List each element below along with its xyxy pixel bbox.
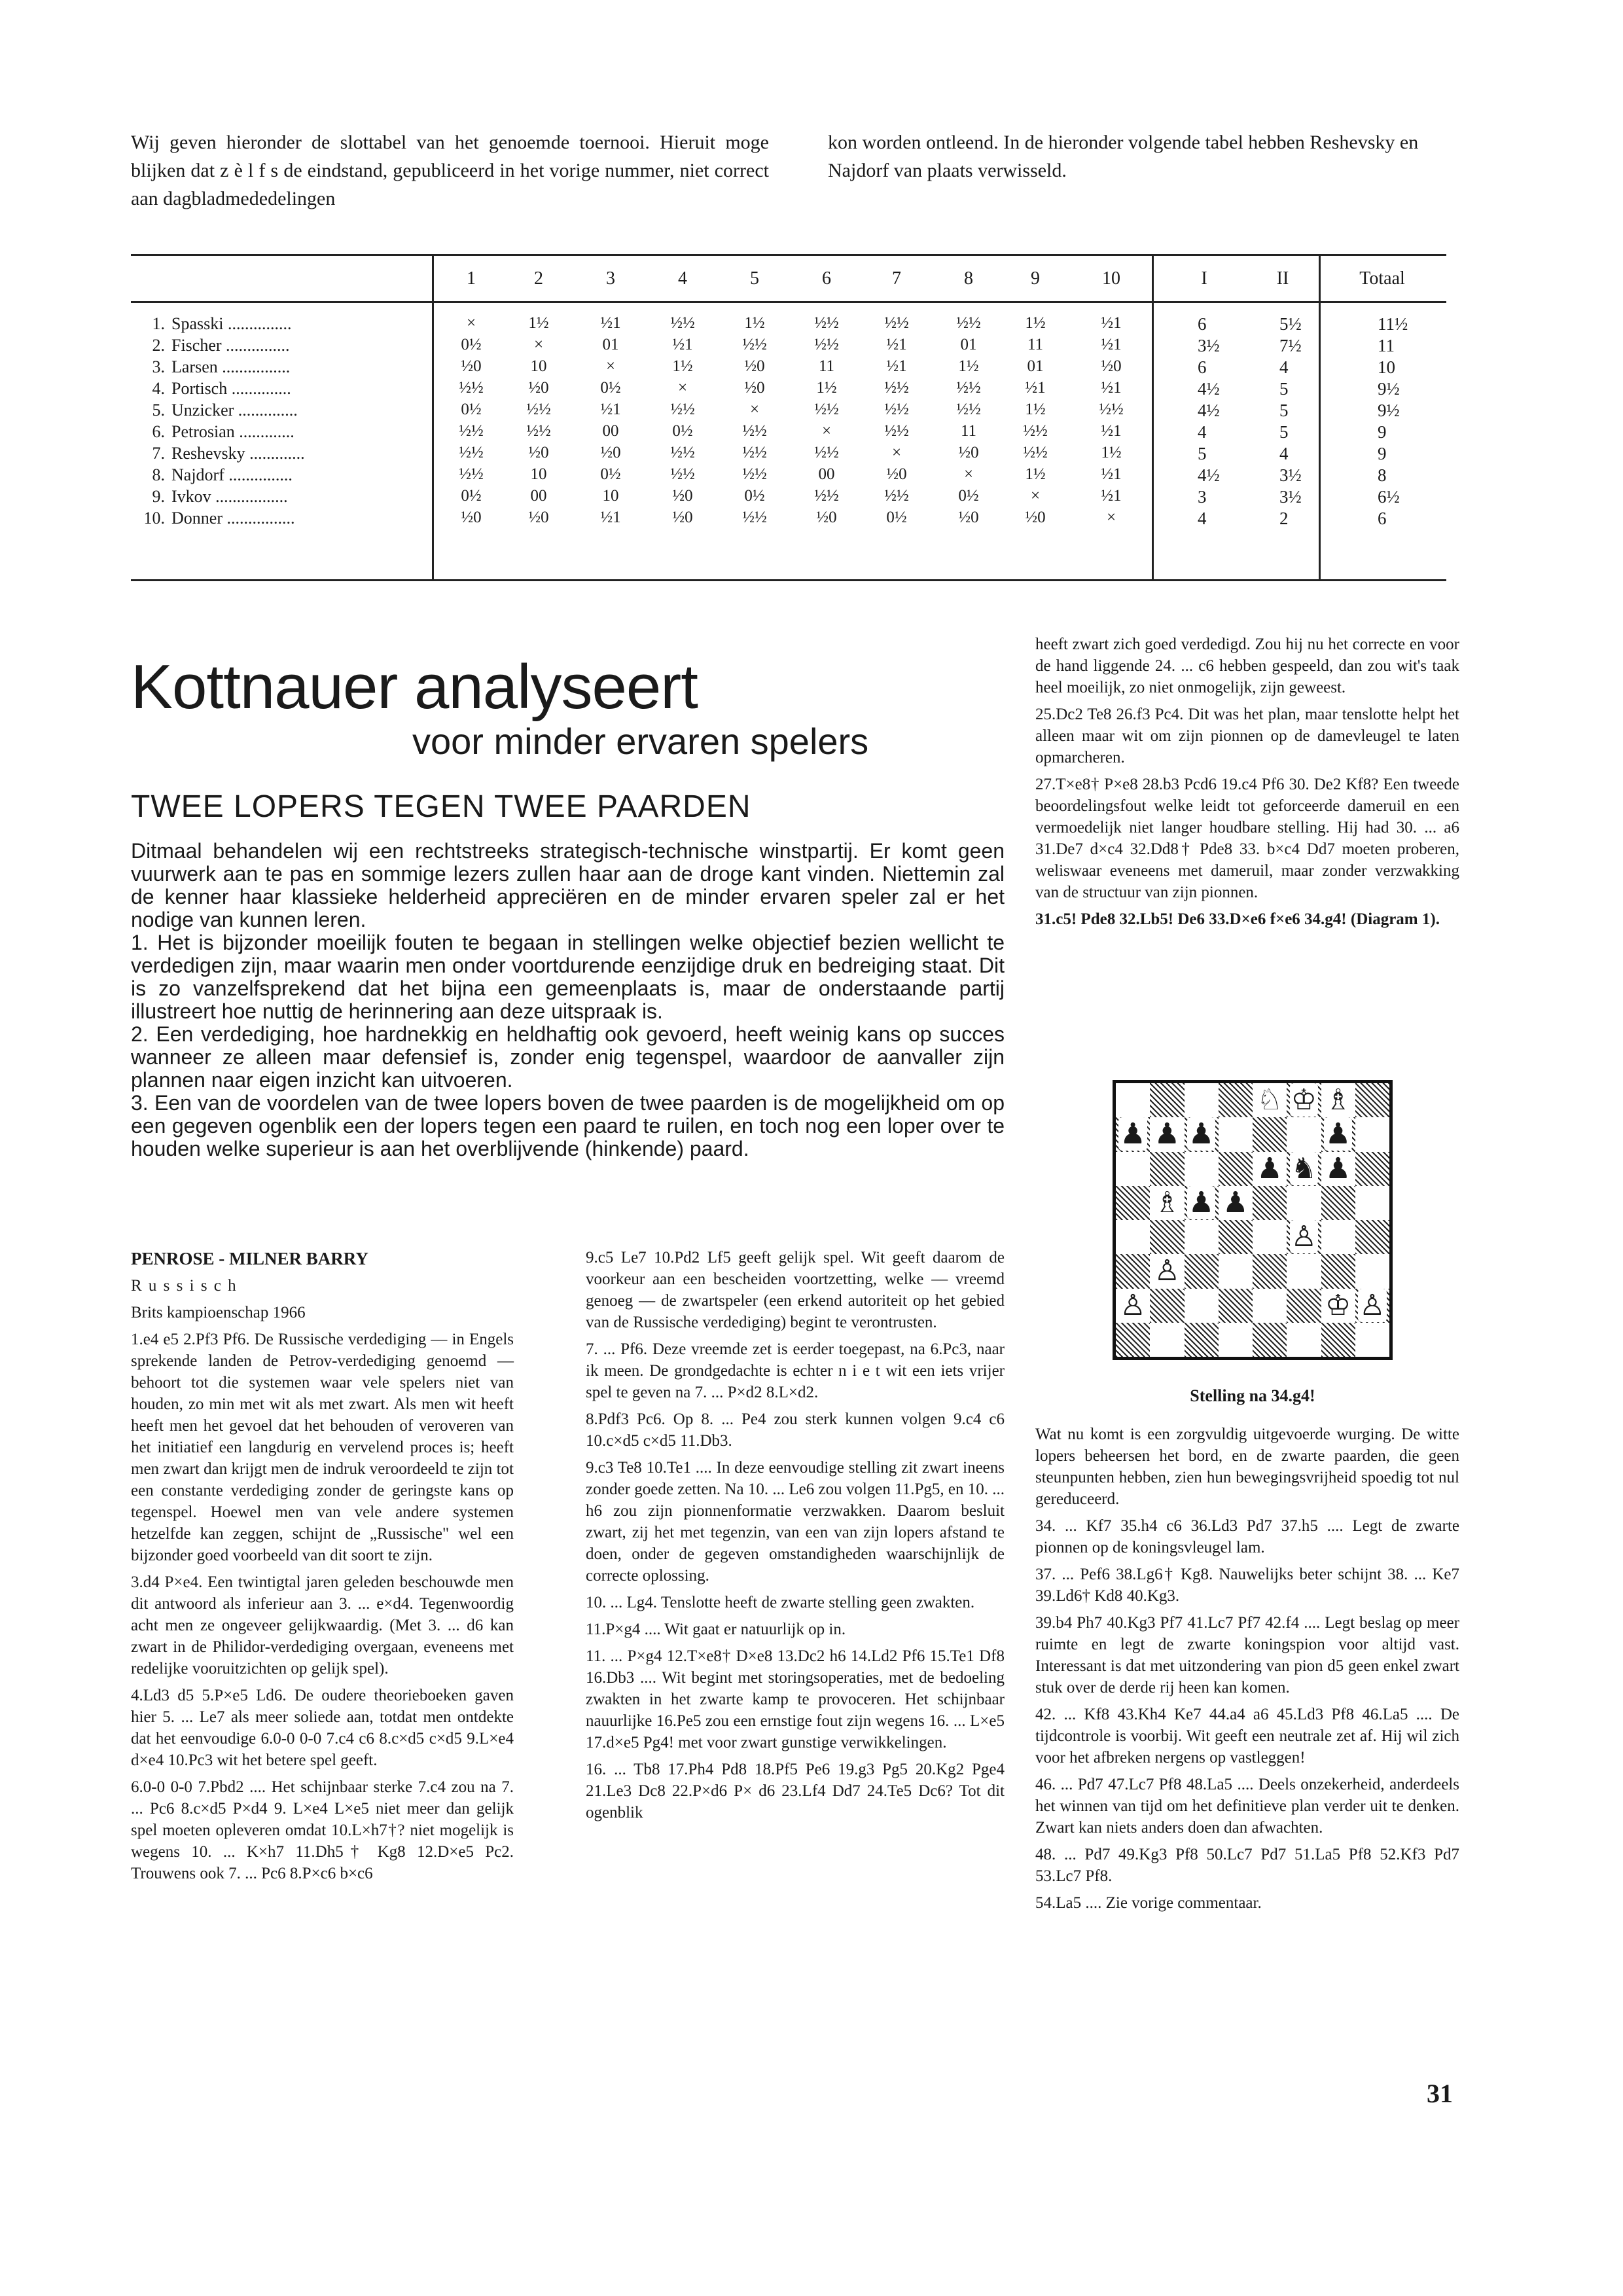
table-cell: 0½ [600, 379, 621, 397]
table-cell: ½½ [1099, 401, 1124, 418]
table-cell: ½0 [1025, 509, 1046, 526]
table-cell: ½1 [1025, 379, 1046, 397]
board-square [1287, 1289, 1321, 1323]
board-square [1219, 1152, 1253, 1186]
annotation: 46. ... Pd7 47.Lc7 Pf8 48.La5 .... Deels onzekerheid, anderdeels het winnen van tijd om het definitieve plan verder uit te denken. Zwart kan niets anders doen dan afwachten. [1035, 1776, 1459, 1837]
board-square [1150, 1152, 1184, 1186]
player-name: 3. Larsen ................ [152, 357, 291, 376]
board-square [1150, 1323, 1184, 1357]
section-heading: TWEE LOPERS TEGEN TWEE PAARDEN [131, 789, 751, 824]
table-cell: ½½ [814, 487, 839, 505]
chess-piece: ♔ [1291, 1083, 1317, 1117]
table-cell: 0½ [744, 487, 765, 505]
chess-piece: ♙ [1154, 1254, 1181, 1288]
table-cell: ½½ [956, 314, 981, 332]
table-cell: 1½ [672, 357, 693, 375]
event-name: Brits kampioenschap 1966 [131, 1304, 306, 1321]
table-cell: ½0 [528, 379, 549, 397]
annotation: 54.La5 .... Zie vorige commentaar. [1035, 1894, 1262, 1912]
lead-paragraph: 3. Een van de voordelen van de twee lopers boven de twee paarden is de mogelijkheid om op een gegeven ogenblik een der lopers tegen een paard te ruilen, en toch nog een loper over te houden welke superieur is aan het overblijvende (hinkende) paard. [131, 1091, 1005, 1160]
table-cell: 0½ [461, 487, 482, 505]
chess-piece: ♟ [1188, 1185, 1215, 1219]
opening-name: R u s s i s c h [131, 1277, 238, 1295]
table-cell: × [605, 357, 616, 375]
column-1 [131, 1248, 514, 1890]
table-cell: ½½ [814, 401, 839, 418]
score-half-1: 4 [1198, 422, 1207, 442]
board-square [1253, 1323, 1287, 1357]
table-header-cell: 9 [1031, 268, 1040, 289]
table-cell: 10 [530, 465, 547, 483]
table-header-cell: 7 [892, 268, 901, 289]
table-header-cell: 1 [467, 268, 476, 289]
board-square [1185, 1289, 1219, 1323]
table-cell: ½0 [816, 509, 837, 526]
board-square [1219, 1117, 1253, 1151]
table-cell: 11 [960, 422, 977, 440]
board-square [1185, 1254, 1219, 1288]
table-cell: ½0 [461, 509, 482, 526]
board-square [1287, 1254, 1321, 1288]
score-total: 11½ [1378, 314, 1408, 334]
board-square [1253, 1117, 1287, 1151]
table-cell: ½0 [600, 444, 621, 461]
table-cell: 01 [960, 336, 977, 353]
table-header-cell: 3 [606, 268, 615, 289]
table-cell: 0½ [958, 487, 979, 505]
table-cell: ½½ [459, 422, 484, 440]
score-half-2: 5 [1279, 379, 1289, 399]
table-cell: ½½ [459, 444, 484, 461]
table-cell: ½1 [672, 336, 693, 353]
lead-paragraph: 1. Het is bijzonder moeilijk fouten te begaan in stellingen welke objectief bezien wellicht te verdedigen zijn, maar waarin men onder voortdurende eenzijdige druk en bedreiging staat. Dit is zo vanzelfsprekend dat het bijna een gemeenplaats is, maar de onderstaande partij illustreert hoe nuttig de herinnering aan deze uitspraak is. [131, 931, 1005, 1023]
annotation: 34. ... Kf7 35.h4 c6 36.Ld3 Pd7 37.h5 .... Legt de zwarte pionnen op de koningsvleugel lam. [1035, 1517, 1459, 1556]
annotation: 4.Ld3 d5 5.P×e5 Ld6. De oudere theorieboeken gaven hier 5. ... Le7 als meer soliede aan, totdat men ontdekte dat het eenvoudige 6.0-0 0-0 7.c4 c6 8.c×d5 c×d5 9.L×e4 d×e4 10.Pc3 wit het betere spel geeft. [131, 1687, 514, 1769]
annotation: 39.b4 Ph7 40.Kg3 Pf7 41.Lc7 Pf7 42.f4 .... Legt beslag op meer ruimte en legt de zwarte koningspion voor altijd vast. Interessant is dat met uitzondering van pion d5 geen enkel zwart stuk over de derde rij heen kan komen. [1035, 1614, 1459, 1696]
table-cell: ½½ [670, 444, 695, 461]
table-cell: ½½ [459, 465, 484, 483]
annotation: 11.P×g4 .... Wit gaat er natuurlijk op in. [586, 1621, 846, 1638]
table-cell: ½0 [744, 379, 765, 397]
chess-piece: ♟ [1325, 1117, 1351, 1151]
score-half-1: 4 [1198, 509, 1207, 528]
table-cell: × [963, 465, 974, 483]
table-cell: × [891, 444, 902, 461]
board-square [1150, 1289, 1184, 1323]
score-half-2: 3½ [1279, 465, 1302, 485]
table-cell: 00 [602, 422, 619, 440]
table-header-cell: II [1276, 268, 1289, 289]
score-half-1: 4½ [1198, 401, 1220, 420]
table-cell: ½1 [1101, 422, 1122, 440]
player-name: 6. Petrosian ............. [152, 422, 294, 441]
table-cell: × [1030, 487, 1041, 505]
annotation: 3.d4 P×e4. Een twintigtal jaren geleden beschouwde men dit antwoord als inferieur aan 3. ... e×d4. Tegenwoordig acht men ze ongeveer gelijkwaardig. (Met 3. ... d6 kan zwart in de Philidor-verdediging overgaan, eveneens met redelijke vooruitzichten op gelijk spel). [131, 1573, 514, 1677]
table-cell: ½½ [742, 444, 767, 461]
table-cell: ½½ [670, 465, 695, 483]
table-cell: 10 [530, 357, 547, 375]
annotation: 9.c5 Le7 10.Pd2 Lf5 geeft gelijk spel. Wit geeft daarom de voorkeur aan een bescheiden voortzetting, welke — vreemd genoeg — de zwartspeler (een erkend autoriteit op het gebied van de Russische verdediging) begint te verontrusten. [586, 1249, 1005, 1331]
table-cell: ½1 [600, 314, 621, 332]
table-cell: × [749, 401, 760, 418]
board-square [1321, 1254, 1355, 1288]
table-cell: ½½ [884, 487, 909, 505]
player-name: 4. Portisch .............. [152, 379, 291, 398]
table-cell: ½½ [742, 465, 767, 483]
score-half-1: 3½ [1198, 336, 1220, 355]
chess-piece: ♙ [1291, 1220, 1317, 1253]
board-square [1116, 1254, 1150, 1288]
chess-piece: ♟ [1154, 1117, 1181, 1151]
table-cell: ½0 [958, 509, 979, 526]
table-cell: ½½ [1023, 422, 1048, 440]
table-cell: 1½ [1025, 465, 1046, 483]
table-cell: ½½ [884, 379, 909, 397]
table-cell: ½1 [1101, 336, 1122, 353]
board-square [1253, 1186, 1287, 1220]
table-cell: ½0 [958, 444, 979, 461]
table-cell: ½1 [1101, 487, 1122, 505]
annotation: 48. ... Pd7 49.Kg3 Pf8 50.Lc7 Pd7 51.La5 Pf8 52.Kf3 Pd7 53.Lc7 Pf8. [1035, 1846, 1459, 1885]
score-total: 9½ [1378, 379, 1400, 399]
board-square [1116, 1323, 1150, 1357]
annotation: 31.c5! Pde8 32.Lb5! De6 33.D×e6 f×e6 34.g4! (Diagram 1). [1035, 910, 1440, 928]
table-cell: 0½ [461, 336, 482, 353]
table-cell: × [533, 336, 544, 353]
table-cell: 01 [1027, 357, 1044, 375]
table-cell: ½1 [1101, 465, 1122, 483]
board-square [1355, 1117, 1389, 1151]
board-square [1253, 1220, 1287, 1254]
board-square [1116, 1220, 1150, 1254]
annotation: 42. ... Kf8 43.Kh4 Ke7 44.a4 a6 45.Ld3 Pf8 46.La5 .... De tijdcontrole is voorbij. Wit geeft een neutrale zet af. Hij wil zich voor het afbreken nergens op vastleggen! [1035, 1706, 1459, 1767]
table-cell: ½½ [459, 379, 484, 397]
board-square [1219, 1289, 1253, 1323]
player-name: 8. Najdorf ............... [152, 465, 293, 484]
table-cell: ½½ [670, 314, 695, 332]
board-square [1150, 1220, 1184, 1254]
table-cell: × [466, 314, 476, 332]
board-square [1287, 1117, 1321, 1151]
board-square [1355, 1083, 1389, 1117]
article-title: Kottnauer analyseert [131, 652, 698, 722]
table-cell: 1½ [1025, 314, 1046, 332]
annotation: 37. ... Pef6 38.Lg6† Kg8. Nauwelijks beter schijnt 38. ... Ke7 39.Ld6† Kd8 40.Kg3. [1035, 1566, 1459, 1605]
article-subtitle: voor minder ervaren spelers [412, 721, 869, 762]
table-cell: ½½ [956, 379, 981, 397]
table-cell: ½0 [1101, 357, 1122, 375]
score-half-2: 2 [1279, 509, 1289, 528]
board-square [1355, 1186, 1389, 1220]
board-square [1116, 1083, 1150, 1117]
table-cell: 0½ [600, 465, 621, 483]
board-square [1321, 1186, 1355, 1220]
board-square [1185, 1083, 1219, 1117]
table-cell: ½1 [600, 509, 621, 526]
column-3-top [1035, 634, 1459, 935]
board-square [1355, 1220, 1389, 1254]
board-square [1253, 1254, 1287, 1288]
table-header-cell: 10 [1102, 268, 1120, 289]
table-cell: × [677, 379, 688, 397]
board-square [1321, 1323, 1355, 1357]
table-cell: ½½ [814, 336, 839, 353]
page-number: 31 [1427, 2079, 1453, 2108]
chess-piece: ♗ [1325, 1083, 1351, 1117]
table-cell: ½½ [742, 422, 767, 440]
chess-piece: ♗ [1154, 1185, 1181, 1219]
score-half-2: 4 [1279, 444, 1289, 463]
table-cell: ½½ [670, 401, 695, 418]
player-name: 5. Unzicker .............. [152, 401, 298, 420]
annotation: 25.Dc2 Te8 26.f3 Pc4. Dit was het plan, maar tenslotte helpt het alleen maar wit om zijn pionnen op de damevleugel te laten opmarcheren. [1035, 706, 1459, 766]
score-total: 11 [1378, 336, 1395, 355]
score-half-2: 5½ [1279, 314, 1302, 334]
board-square [1253, 1289, 1287, 1323]
annotation: 1.e4 e5 2.Pf3 Pf6. De Russische verdediging — in Engels sprekende landen de Petrov-verdediging genoemd — behoort tot die systemen waar vele spelers niet van houden, zo min met wit als met zwart. Als men wit heeft heeft men het gevoel dat het behouden of veroveren van het initiatief een langdurig en vervelend proces is; heeft men zwart dan krijgt men de indruk veroordeeld te zijn tot een constante verdediging zonder de geringste kans op tegenspel. Hoewel men van vele andere systemen hetzelfde kan zeggen, schijnt de „Russische" wel een bijzonder goed voorbeeld van dit soort te zijn. [131, 1331, 514, 1564]
board-square [1116, 1186, 1150, 1220]
diagram-caption: Stelling na 34.g4! [1190, 1386, 1315, 1405]
table-cell: 1½ [958, 357, 979, 375]
player-name: 9. Ivkov ................. [152, 487, 288, 506]
table-cell: ½½ [814, 444, 839, 461]
chess-piece: ♟ [1257, 1151, 1283, 1185]
chess-piece: ♙ [1359, 1288, 1385, 1322]
lead-paragraph: 2. Een verdediging, hoe hardnekkig en heldhaftig ook gevoerd, heeft weinig kans op succes wanneer ze alleen maar defensief is, zonder enig tegenspel, waardoor de aanvaller zijn plannen naar eigen inzicht kan uitvoeren. [131, 1022, 1005, 1092]
table-cell: ½1 [1101, 379, 1122, 397]
board-square [1116, 1152, 1150, 1186]
column-2 [586, 1247, 1005, 1829]
table-cell: 0½ [672, 422, 693, 440]
board-square [1287, 1323, 1321, 1357]
table-cell: ½½ [526, 422, 551, 440]
table-cell: 10 [602, 487, 619, 505]
table-cell: 0½ [461, 401, 482, 418]
score-half-1: 6 [1198, 314, 1207, 334]
table-cell: 01 [602, 336, 619, 353]
table-cell: ½1 [886, 357, 907, 375]
game-header: PENROSE - MILNER BARRY [131, 1249, 368, 1268]
player-name: 10. Donner ................ [143, 509, 295, 528]
table-cell: 1½ [1025, 401, 1046, 418]
table-cell: ½½ [884, 422, 909, 440]
board-square [1355, 1254, 1389, 1288]
table-header-cell: 6 [822, 268, 831, 289]
table-cell: 00 [818, 465, 835, 483]
table-cell: 1½ [744, 314, 765, 332]
chess-piece: ♟ [1222, 1185, 1249, 1219]
table-cell: 0½ [886, 509, 907, 526]
table-cell: ½0 [672, 509, 693, 526]
annotation: 7. ... Pf6. Deze vreemde zet is eerder toegepast, na 6.Pc3, naar ik meen. De grondgedachte is echter n i e t wit een iets vrijer spel te geven na 7. ... P×d2 8.L×d2. [586, 1340, 1005, 1401]
chess-piece: ♟ [1325, 1151, 1351, 1185]
annotation: 8.Pdf3 Pc6. Op 8. ... Pe4 zou sterk kunnen volgen 9.c4 c6 10.c×d5 c×d5 11.Db3. [586, 1410, 1005, 1450]
table-cell: ½1 [1101, 314, 1122, 332]
chess-piece: ♙ [1120, 1288, 1146, 1322]
annotation: 9.c3 Te8 10.Te1 .... In deze eenvoudige stelling zit zwart ineens zonder goede zetten. Na 10. ... Le6 zou volgen 11.Pg5, en 10. ... h6 zou zijn pionnenformatie verzwakken. Daarom besluit zwart, zij het met tegenzin, van een van zijn lopers afstand te doen, onder de gegeven omstandigheden waarschijnlijk de correcte oplossing. [586, 1459, 1005, 1585]
table-cell: ½1 [886, 336, 907, 353]
crosstable [131, 254, 1446, 581]
lead-paragraph: Ditmaal behandelen wij een rechtstreeks strategisch-technische winstpartij. Er komt geen vuurwerk aan te pas en sommige lezers zullen haar aan de droge kant vinden. Niettemin zal de kenner haar klassieke helderheid appreciëren en de minder ervaren speler zal er het nodige van kunnen leren. [131, 839, 1005, 931]
table-header-cell: 4 [678, 268, 687, 289]
table-cell: ½½ [742, 509, 767, 526]
score-total: 9 [1378, 444, 1387, 463]
table-cell: ½½ [742, 336, 767, 353]
table-cell: ½½ [956, 401, 981, 418]
table-cell: × [1106, 509, 1116, 526]
table-header-cell: I [1201, 268, 1207, 289]
score-total: 6 [1378, 509, 1387, 528]
score-total: 8 [1378, 465, 1387, 485]
board-square [1355, 1152, 1389, 1186]
score-half-2: 4 [1279, 357, 1289, 377]
table-cell: ½0 [672, 487, 693, 505]
player-name: 1. Spasski ............... [152, 314, 292, 333]
board-square [1185, 1220, 1219, 1254]
chess-piece: ♔ [1325, 1288, 1351, 1322]
score-half-2: 5 [1279, 401, 1289, 420]
table-cell: ½½ [884, 401, 909, 418]
table-cell: ½0 [528, 509, 549, 526]
table-header-cell: 8 [964, 268, 973, 289]
score-half-1: 4½ [1198, 465, 1220, 485]
score-total: 9½ [1378, 401, 1400, 420]
column-3-bottom [1035, 1424, 1459, 1919]
table-cell: ½0 [528, 444, 549, 461]
player-name: 7. Reshevsky ............. [152, 444, 305, 463]
table-cell: ½0 [744, 357, 765, 375]
chess-piece: ♟ [1188, 1117, 1215, 1151]
score-half-1: 5 [1198, 444, 1207, 463]
chess-piece: ♞ [1291, 1151, 1317, 1185]
board-square [1355, 1323, 1389, 1357]
board-square [1150, 1083, 1184, 1117]
table-cell: ½½ [884, 314, 909, 332]
table-cell: 1½ [528, 314, 549, 332]
table-cell: ½0 [886, 465, 907, 483]
score-half-1: 4½ [1198, 379, 1220, 399]
table-cell: ½½ [814, 314, 839, 332]
score-total: 6½ [1378, 487, 1400, 507]
score-total: 9 [1378, 422, 1387, 442]
table-cell: ½0 [461, 357, 482, 375]
table-cell: ½½ [526, 401, 551, 418]
table-cell: 1½ [816, 379, 837, 397]
board-square [1219, 1323, 1253, 1357]
table-header-cell: Totaal [1359, 268, 1405, 289]
chess-diagram [1113, 1080, 1393, 1360]
board-square [1219, 1083, 1253, 1117]
annotation: 16. ... Tb8 17.Ph4 Pd8 18.Pf5 Pe6 19.g3 Pg5 20.Kg2 Pge4 21.Le3 Dc8 22.P×d6 P× d6 23.Lf4 Dd7 24.Te5 Dc6? Tot dit ogenblik [586, 1761, 1005, 1821]
score-half-1: 3 [1198, 487, 1207, 507]
table-cell: 11 [818, 357, 835, 375]
intro-right: kon worden ontleend. In de hieronder volgende tabel hebben Reshevsky en Najdorf van plaats verwisseld. [828, 132, 1419, 181]
intro-left: Wij geven hieronder de slottabel van het genoemde toernooi. Hieruit moge blijken dat z è l f s de eindstand, gepubliceerd in het vorige nummer, niet correct aan dagbladmededelingen [131, 132, 769, 209]
table-cell: × [821, 422, 832, 440]
table-cell: 11 [1027, 336, 1044, 353]
table-cell: 1½ [1101, 444, 1122, 461]
annotation: 11. ... P×g4 12.T×e8† D×e8 13.Dc2 h6 14.Ld2 Pf6 15.Te1 Df8 16.Db3 .... Wit begint met storingsoperaties, met de bedoeling zwakten in het zwarte kamp te provoceren. Het schijnbaar nauurlijke 16.Pe5 zou een ernstige fout zijn wegens 16. ... L×e5 17.d×e5 Pg4! met voor zwart gunstige verwikkelingen. [586, 1647, 1005, 1751]
score-total: 10 [1378, 357, 1395, 377]
player-name: 2. Fischer ............... [152, 336, 290, 355]
table-header-cell: 2 [534, 268, 543, 289]
table-header-cell: 5 [750, 268, 759, 289]
annotation: 10. ... Lg4. Tenslotte heeft de zwarte stelling geen zwakten. [586, 1594, 975, 1611]
table-cell: ½½ [1023, 444, 1048, 461]
board-square [1287, 1186, 1321, 1220]
board-square [1219, 1254, 1253, 1288]
annotation: 6.0-0 0-0 7.Pbd2 .... Het schijnbaar sterke 7.c4 zou na 7. ... Pc6 8.c×d5 P×d4 9. L×e4 L×e5 niet meer dan gelijk spel moeten opleveren omdat 10.L×h7†? niet mogelijk is wegens 10. ... K×h7 11.Dh5† Kg8 12.D×e5 Pc2. Trouwens ook 7. ... Pc6 8.P×c6 b×c6 [131, 1778, 514, 1882]
table-cell: ½1 [600, 401, 621, 418]
annotation: Wat nu komt is een zorgvuldig uitgevoerde wurging. De witte lopers beheersen het bord, en de zwarte paarden, die geen steunpunten hebben, zien hun bewegingsvrijheid spoedig tot nul gereduceerd. [1035, 1426, 1459, 1508]
score-half-1: 6 [1198, 357, 1207, 377]
annotation: heeft zwart zich goed verdedigd. Zou hij nu het correcte en voor de hand liggende 24. ... c6 hebben gespeeld, dan zou wit's taak heel moeilijk, zo niet onmogelijk, zijn geweest. [1035, 636, 1459, 696]
annotation: 27.T×e8† P×e8 28.b3 Pcd6 19.c4 Pf6 30. De2 Kf8? Een tweede beoordelingsfout welke leidt tot geforceerde dameruil en een vermoedelijk niet langer houdbare stelling. Hij had 30. ... a6 31.De7 d×c4 32.Dd8† Pde8 33. b×c4 Dd7 moeten proberen, weliswaar eveneens met dameruil, maar zonder verzwakking van de structuur van zijn pionnen. [1035, 776, 1459, 901]
chess-piece: ♟ [1120, 1117, 1146, 1151]
score-half-2: 5 [1279, 422, 1289, 442]
board-square [1321, 1220, 1355, 1254]
score-half-2: 7½ [1279, 336, 1302, 355]
board-square [1185, 1323, 1219, 1357]
table-cell: 00 [530, 487, 547, 505]
chess-piece: ♘ [1257, 1083, 1283, 1117]
board-square [1219, 1220, 1253, 1254]
board-square [1185, 1152, 1219, 1186]
score-half-2: 3½ [1279, 487, 1302, 507]
article-lead [131, 840, 1005, 1160]
